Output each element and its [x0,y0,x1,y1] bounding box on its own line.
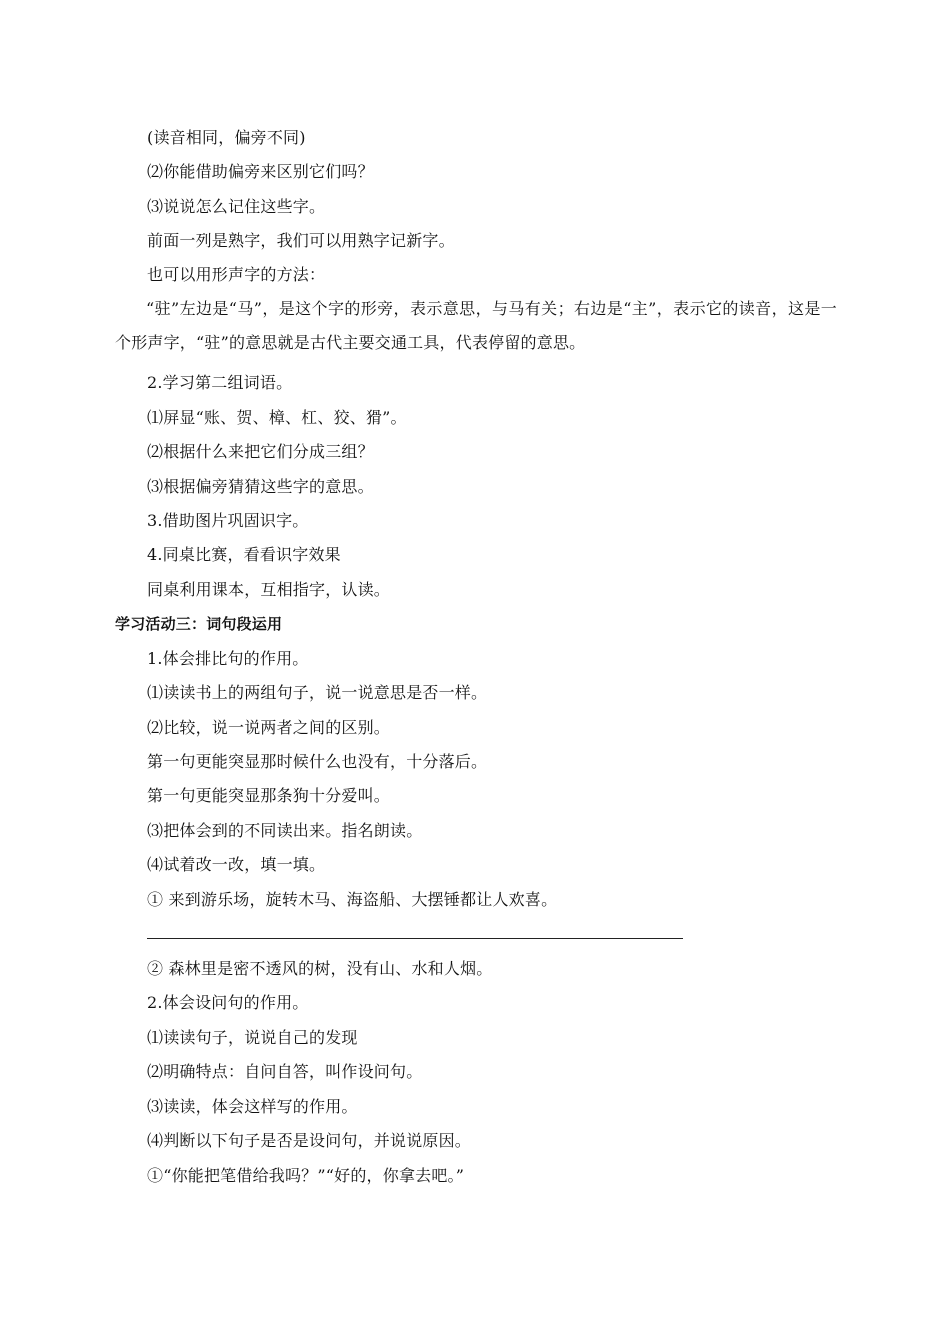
text-line: ⑵明确特点：自问自答，叫作设问句。 [147,1062,423,1081]
text-line: 也可以用形声字的方法： [147,265,326,284]
text-line: 同桌利用课本，互相指字，认读。 [147,580,391,599]
text-line: ⑴读读书上的两组句子，说一说意思是否一样。 [147,683,488,702]
text-line: 2.体会设问句的作用。 [147,993,309,1012]
section-heading: 学习活动三：词句段运用 [115,615,283,633]
text-line: 2.学习第二组词语。 [147,373,293,392]
text-line: ①“你能把笔借给我吗？”“好的，你拿去吧。” [147,1166,465,1185]
text-line: ⑴读读句子，说说自己的发现 [147,1028,358,1047]
text-line: ⑷判断以下句子是否是设问句，并说说原因。 [147,1131,472,1150]
paragraph: “驻”左边是“马”，是这个字的形旁，表示意思，与马有关；右边是“主”，表示它的读音，这是一个形声字，“驻”的意思就是古代主要交通工具，代表停留的意思。 [115,299,837,352]
text-line: 第一句更能突显那条狗十分爱叫。 [147,786,391,805]
text-line: ⑷试着改一改，填一填。 [147,855,326,874]
text-line: ⑶把体会到的不同读出来。指名朗读。 [147,821,423,840]
text-line: ⑵比较，说一说两者之间的区别。 [147,718,391,737]
text-line: 前面一列是熟字，我们可以用熟字记新字。 [147,231,455,250]
text-line: 第一句更能突显那时候什么也没有，十分落后。 [147,752,488,771]
text-line: ⑶读读，体会这样写的作用。 [147,1097,358,1116]
text-line: ⑵根据什么来把它们分成三组？ [147,442,374,461]
text-line: ⑶说说怎么记住这些字。 [147,197,326,216]
text-line: ⑵你能借助偏旁来区别它们吗？ [147,162,374,181]
text-line: 3.借助图片巩固识字。 [147,511,309,530]
answer-blank-line [147,938,683,939]
text-line: 4.同桌比赛，看看识字效果 [147,545,341,564]
text-line: ⑴屏显“账、贺、樟、杠、狡、猾”。 [147,408,407,427]
text-line: (读音相同，偏旁不同) [147,128,306,147]
text-line: ② 森林里是密不透风的树，没有山、水和人烟。 [147,959,493,978]
text-line: ⑶根据偏旁猜猜这些字的意思。 [147,477,374,496]
text-line: 1.体会排比句的作用。 [147,649,309,668]
text-line: ① 来到游乐场，旋转木马、海盗船、大摆锤都让人欢喜。 [147,890,558,909]
